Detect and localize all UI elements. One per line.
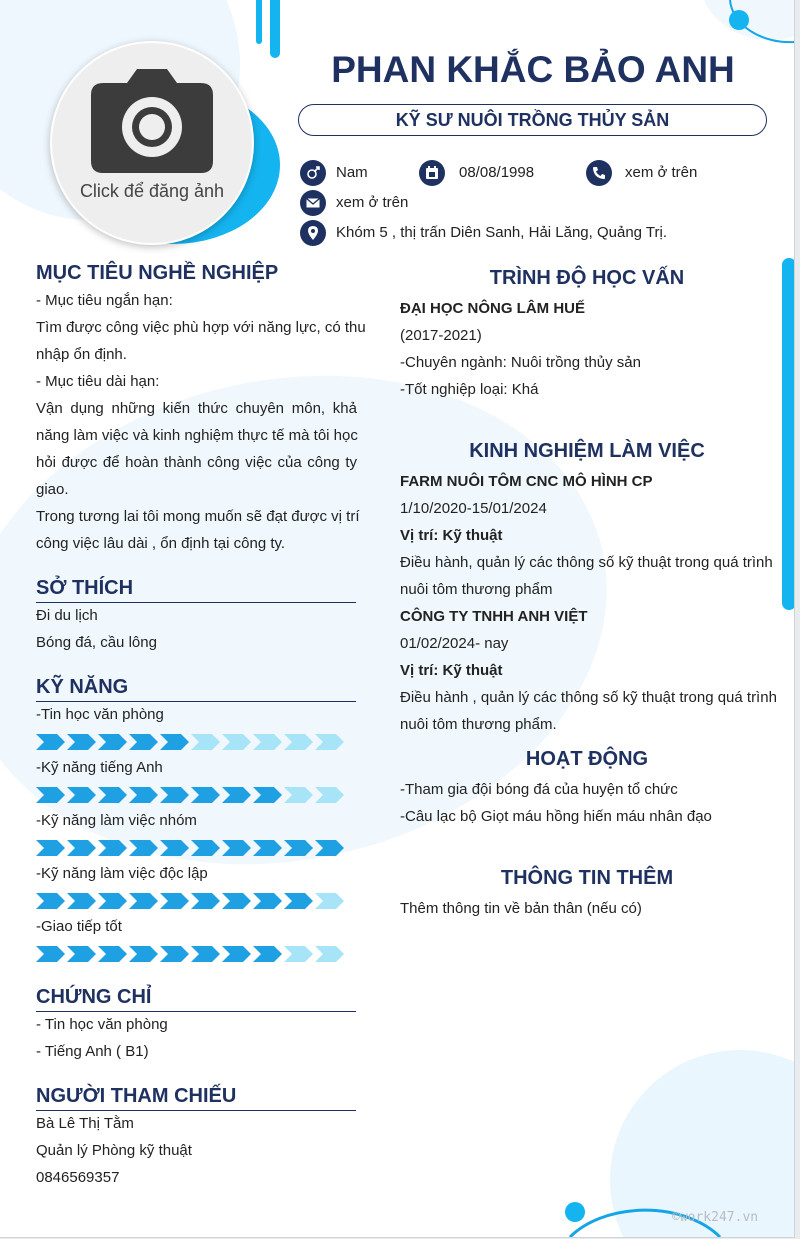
extra-info-text: Thêm thông tin về bản thân (nếu có) xyxy=(400,900,642,917)
job-description: Điều hành, quản lý các thông số kỹ thuật trong quá trình xyxy=(400,554,773,571)
skill-chevron-empty xyxy=(222,734,251,750)
skill-chevron-empty xyxy=(284,787,313,803)
objective-line: giao. xyxy=(36,481,69,498)
skill-chevron-filled xyxy=(129,787,158,803)
corner-arc-decoration xyxy=(700,0,794,50)
skill-chevron-empty xyxy=(315,946,344,962)
objective-line: công việc lâu dài , ổn định tại công ty. xyxy=(36,535,286,552)
skill-chevron-empty xyxy=(315,787,344,803)
skill-rating xyxy=(36,734,356,750)
skill-chevron-filled xyxy=(98,840,127,856)
skill-name: -Giao tiếp tốt xyxy=(36,918,122,935)
job-description: Điều hành , quản lý các thông số kỹ thuật trong quá trình xyxy=(400,689,777,706)
skill-chevron-filled xyxy=(129,840,158,856)
experience-heading: KINH NGHIỆM LÀM VIỆC xyxy=(469,440,705,462)
candidate-name: PHAN KHẮC BẢO ANH xyxy=(331,49,735,90)
activity-item: -Câu lạc bộ Giọt máu hồng hiến máu nhân đạo xyxy=(400,808,712,825)
skill-chevron-filled xyxy=(36,840,65,856)
skill-chevron-filled xyxy=(191,946,220,962)
certificate-item: - Tin học văn phòng xyxy=(36,1016,168,1033)
objective-line: Tìm được công việc phù hợp với năng lực, có thu xyxy=(36,319,366,336)
skill-chevron-filled xyxy=(160,734,189,750)
skill-chevron-filled xyxy=(222,946,251,962)
references-heading: NGƯỜI THAM CHIẾU xyxy=(36,1083,356,1111)
objective-line: hỏi được để hoàn thành công việc của công ty xyxy=(36,454,357,471)
skill-chevron-filled xyxy=(160,893,189,909)
education-major: -Chuyên ngành: Nuôi trồng thủy sản xyxy=(400,354,641,371)
skill-chevron-filled xyxy=(160,946,189,962)
job-position: Vị trí: Kỹ thuật xyxy=(400,527,503,544)
job-period: 1/10/2020-15/01/2024 xyxy=(400,500,547,517)
objective-line: - Mục tiêu ngắn hạn: xyxy=(36,292,173,309)
skill-rating xyxy=(36,787,356,803)
skill-chevron-filled xyxy=(98,893,127,909)
photo-frame[interactable] xyxy=(50,41,254,245)
objective-line: nhập ổn định. xyxy=(36,346,127,363)
reference-item: Quản lý Phòng kỹ thuật xyxy=(36,1142,192,1159)
skill-chevron-empty xyxy=(315,734,344,750)
skill-chevron-filled xyxy=(253,893,282,909)
skill-chevron-filled xyxy=(129,734,158,750)
skill-chevron-filled xyxy=(67,840,96,856)
email-icon xyxy=(300,190,326,216)
job-period: 01/02/2024- nay xyxy=(400,635,509,652)
skill-chevron-filled xyxy=(98,787,127,803)
watermark: ©work247.vn xyxy=(672,1210,759,1225)
calendar-icon xyxy=(419,160,445,186)
photo-upload-label[interactable]: Click để đăng ảnh xyxy=(79,181,225,201)
skill-chevron-filled xyxy=(36,787,65,803)
skill-chevron-filled xyxy=(67,787,96,803)
camera-icon xyxy=(89,65,215,177)
skill-chevron-filled xyxy=(36,893,65,909)
reference-item: 0846569357 xyxy=(36,1169,120,1186)
phone-value: xem ở trên xyxy=(625,164,698,181)
certificates-heading: CHỨNG CHỈ xyxy=(36,984,356,1012)
skill-chevron-filled xyxy=(160,840,189,856)
reference-item: Bà Lê Thị Tằm xyxy=(36,1115,134,1132)
skill-chevron-filled xyxy=(284,840,313,856)
skill-name: -Kỹ năng làm việc độc lập xyxy=(36,865,208,882)
birthdate-value: 08/08/1998 xyxy=(459,164,535,181)
objective-line: - Mục tiêu dài hạn: xyxy=(36,373,160,390)
activity-item: -Tham gia đội bóng đá của huyện tổ chức xyxy=(400,781,678,798)
skills-heading: KỸ NĂNG xyxy=(36,674,356,702)
skill-chevron-filled xyxy=(284,893,313,909)
skill-chevron-filled xyxy=(253,840,282,856)
skill-chevron-filled xyxy=(67,734,96,750)
skill-chevron-filled xyxy=(129,946,158,962)
skill-chevron-filled xyxy=(191,893,220,909)
job-company: FARM NUÔI TÔM CNC MÔ HÌNH CP xyxy=(400,473,653,490)
skill-rating xyxy=(36,840,356,856)
skill-chevron-filled xyxy=(36,946,65,962)
skill-chevron-empty xyxy=(191,734,220,750)
skill-rating xyxy=(36,946,356,962)
job-description: nuôi tôm thương phẩm xyxy=(400,581,553,598)
gender-value: Nam xyxy=(336,164,368,181)
objective-body xyxy=(36,287,366,567)
objective-line: Vận dụng những kiến thức chuyên môn, khả xyxy=(36,400,357,417)
address-value: Khóm 5 , thị trấn Diên Sanh, Hải Lăng, Quảng Trị. xyxy=(336,224,668,241)
skill-chevron-filled xyxy=(253,787,282,803)
skill-chevron-filled xyxy=(98,734,127,750)
education-heading: TRÌNH ĐỘ HỌC VẤN xyxy=(489,267,685,289)
accent-bar xyxy=(256,0,262,44)
education-grade: -Tốt nghiệp loại: Khá xyxy=(400,381,539,398)
skill-name: -Kỹ năng làm việc nhóm xyxy=(36,812,197,829)
skill-chevron-filled xyxy=(36,734,65,750)
skill-chevron-filled xyxy=(222,840,251,856)
skill-chevron-filled xyxy=(67,946,96,962)
location-icon xyxy=(300,220,326,246)
email-value: xem ở trên xyxy=(336,194,409,211)
skill-chevron-empty xyxy=(315,893,344,909)
gender-icon xyxy=(300,160,326,186)
job-title: KỸ SƯ NUÔI TRỒNG THỦY SẢN xyxy=(298,104,767,136)
phone-icon xyxy=(586,160,612,186)
skill-chevron-empty xyxy=(284,734,313,750)
skill-chevron-empty xyxy=(253,734,282,750)
objective-line: Trong tương lai tôi mong muốn sẽ đạt được vị trí xyxy=(36,508,360,525)
skill-chevron-filled xyxy=(222,787,251,803)
skill-chevron-filled xyxy=(191,840,220,856)
skill-chevron-filled xyxy=(98,946,127,962)
hobby-item: Bóng đá, cầu lông xyxy=(36,634,157,651)
education-school: ĐẠI HỌC NÔNG LÂM HUẾ xyxy=(400,300,585,317)
skill-name: -Kỹ năng tiếng Anh xyxy=(36,759,163,776)
skill-chevron-filled xyxy=(253,946,282,962)
skill-chevron-filled xyxy=(315,840,344,856)
skill-rating xyxy=(36,893,356,909)
accent-edge-bar xyxy=(782,258,795,610)
education-period: (2017-2021) xyxy=(400,327,482,344)
activities-heading: HOẠT ĐỘNG xyxy=(525,748,649,770)
skill-chevron-filled xyxy=(129,893,158,909)
job-company: CÔNG TY TNHH ANH VIỆT xyxy=(400,608,588,625)
accent-bar xyxy=(270,0,280,58)
objective-line: năng làm việc và kinh nghiệm thực tế mà tôi học xyxy=(36,427,358,444)
skill-name: -Tin học văn phòng xyxy=(36,706,164,723)
job-description: nuôi tôm thương phẩm. xyxy=(400,716,557,733)
certificate-item: - Tiếng Anh ( B1) xyxy=(36,1043,149,1060)
skill-chevron-empty xyxy=(284,946,313,962)
extra-info-heading: THÔNG TIN THÊM xyxy=(500,867,674,889)
skill-chevron-filled xyxy=(191,787,220,803)
skill-chevron-filled xyxy=(222,893,251,909)
job-position: Vị trí: Kỹ thuật xyxy=(400,662,503,679)
skill-chevron-filled xyxy=(160,787,189,803)
objective-heading: MỤC TIÊU NGHỀ NGHIỆP xyxy=(36,262,279,284)
hobby-item: Đi du lịch xyxy=(36,607,98,624)
hobbies-heading: SỞ THÍCH xyxy=(36,575,356,603)
skill-chevron-filled xyxy=(67,893,96,909)
